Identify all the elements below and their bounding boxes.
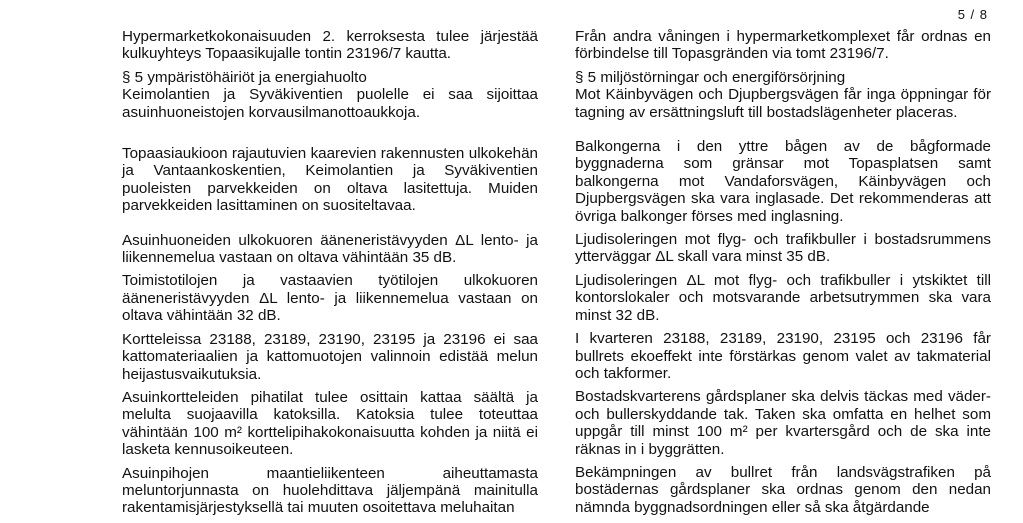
finnish-paragraph: Toimistotilojen ja vastaavien työtilojen ulkokuoren ääneneristävyyden ΔL lento- ja liikennemelua vastaan on oltava vähintään 32 dB. bbox=[122, 272, 538, 325]
swedish-paragraph: Balkongerna i den yttre bågen av de bågformade byggnaderna som gränsar mot Topasplatsen samt balkongerna mot Vandaforsvägen, Käinbyvägen och Djupbergsvägen ska vara inglasade. Det rekommenderas att övriga balkonger förses med inglasning. bbox=[575, 138, 991, 225]
swedish-paragraph: I kvarteren 23188, 23189, 23190, 23195 och 23196 får bullrets ekoeffekt inte förstärkas genom valet av takmaterial och takformer. bbox=[575, 330, 991, 382]
finnish-paragraph bbox=[122, 69, 538, 121]
swedish-paragraph: Bostadskvarterens gårdsplaner ska delvis täckas med väder- och bullerskyddande tak. Taken ska omfatta en helhet som uppgår till minst 100 m² per kvartersgård och de ska inte räknas in i byggrätten. bbox=[575, 388, 991, 458]
section-heading: § 5 miljöstörningar och energiförsörjning bbox=[575, 68, 846, 86]
finnish-column bbox=[122, 28, 538, 523]
finnish-paragraph-text: Keimolantien ja Syväkiventien puolelle ei saa sijoittaa asuinhuoneistojen korvausilmanottoaukkoja. bbox=[122, 86, 538, 121]
finnish-paragraph: Asuinhuoneiden ulkokuoren ääneneristävyyden ΔL lento- ja liikennemelua vastaan on oltava vähintään 35 dB. bbox=[122, 231, 538, 267]
swedish-paragraph-text: Mot Käinbyvägen och Djupbergsvägen får inga öppningar för tagning av ersättningsluft till bostadslägenheter placeras. bbox=[575, 86, 991, 121]
finnish-paragraph: Asuinkortteleiden pihatilat tulee osittain kattaa säältä ja melulta suojaavilla katoksilla. Katoksia tulee toteuttaa vähintään 100 m² korttelipihakokonaisuutta kohden ja niitä ei lasketa kennusoikeuteen. bbox=[122, 388, 538, 459]
section-heading: § 5 ympäristöhäiriöt ja energiahuolto bbox=[122, 68, 367, 86]
page-number: 5 / 8 bbox=[957, 7, 988, 22]
swedish-paragraph: Ljudisoleringen mot flyg- och trafikbuller i bostadsrummens ytterväggar ΔL skall vara minst 35 dB. bbox=[575, 231, 991, 266]
swedish-paragraph bbox=[575, 69, 991, 121]
swedish-paragraph: Bekämpningen av bullret från landsvägstrafiken på bostädernas gårdsplaner ska ordnas genom den nedan nämnda byggnadsordningen eller så ska åtgärdande bbox=[575, 463, 991, 516]
swedish-paragraph: Ljudisoleringen ΔL mot flyg- och trafikbuller i ytskiktet till kontorslokaler och motsvarande arbetsutrymmen ska vara minst 32 dB. bbox=[575, 271, 991, 324]
finnish-paragraph: Asuinpihojen maantieliikenteen aiheuttamasta meluntorjunnasta on huolehdittava jäljempänä mainitulla rakentamisjärjestyksellä tai muuten osoitettava meluhaitan bbox=[122, 464, 538, 517]
finnish-paragraph: Kortteleissa 23188, 23189, 23190, 23195 ja 23196 ei saa kattomateriaalien ja kattomuotojen valinnoin edistää melun heijastusvaikutuksia. bbox=[122, 330, 538, 383]
finnish-paragraph: Hypermarketkokonaisuuden 2. kerroksesta tulee järjestää kulkuyhteys Topaasikujalle tontin 23196/7 kautta. bbox=[122, 28, 538, 63]
finnish-paragraph: Topaasiaukioon rajautuvien kaarevien rakennusten ulkokehän ja Vantaankoskentien, Keimolantien ja Syväkiventien puoleisten parvekkeiden on oltava lasitettuja. Muiden parvekkeiden lasittaminen on suositeltavaa. bbox=[122, 145, 538, 215]
swedish-paragraph: Från andra våningen i hypermarketkomplexet får ordnas en förbindelse till Topasgränden via tomt 23196/7. bbox=[575, 28, 991, 63]
swedish-column bbox=[575, 28, 991, 522]
